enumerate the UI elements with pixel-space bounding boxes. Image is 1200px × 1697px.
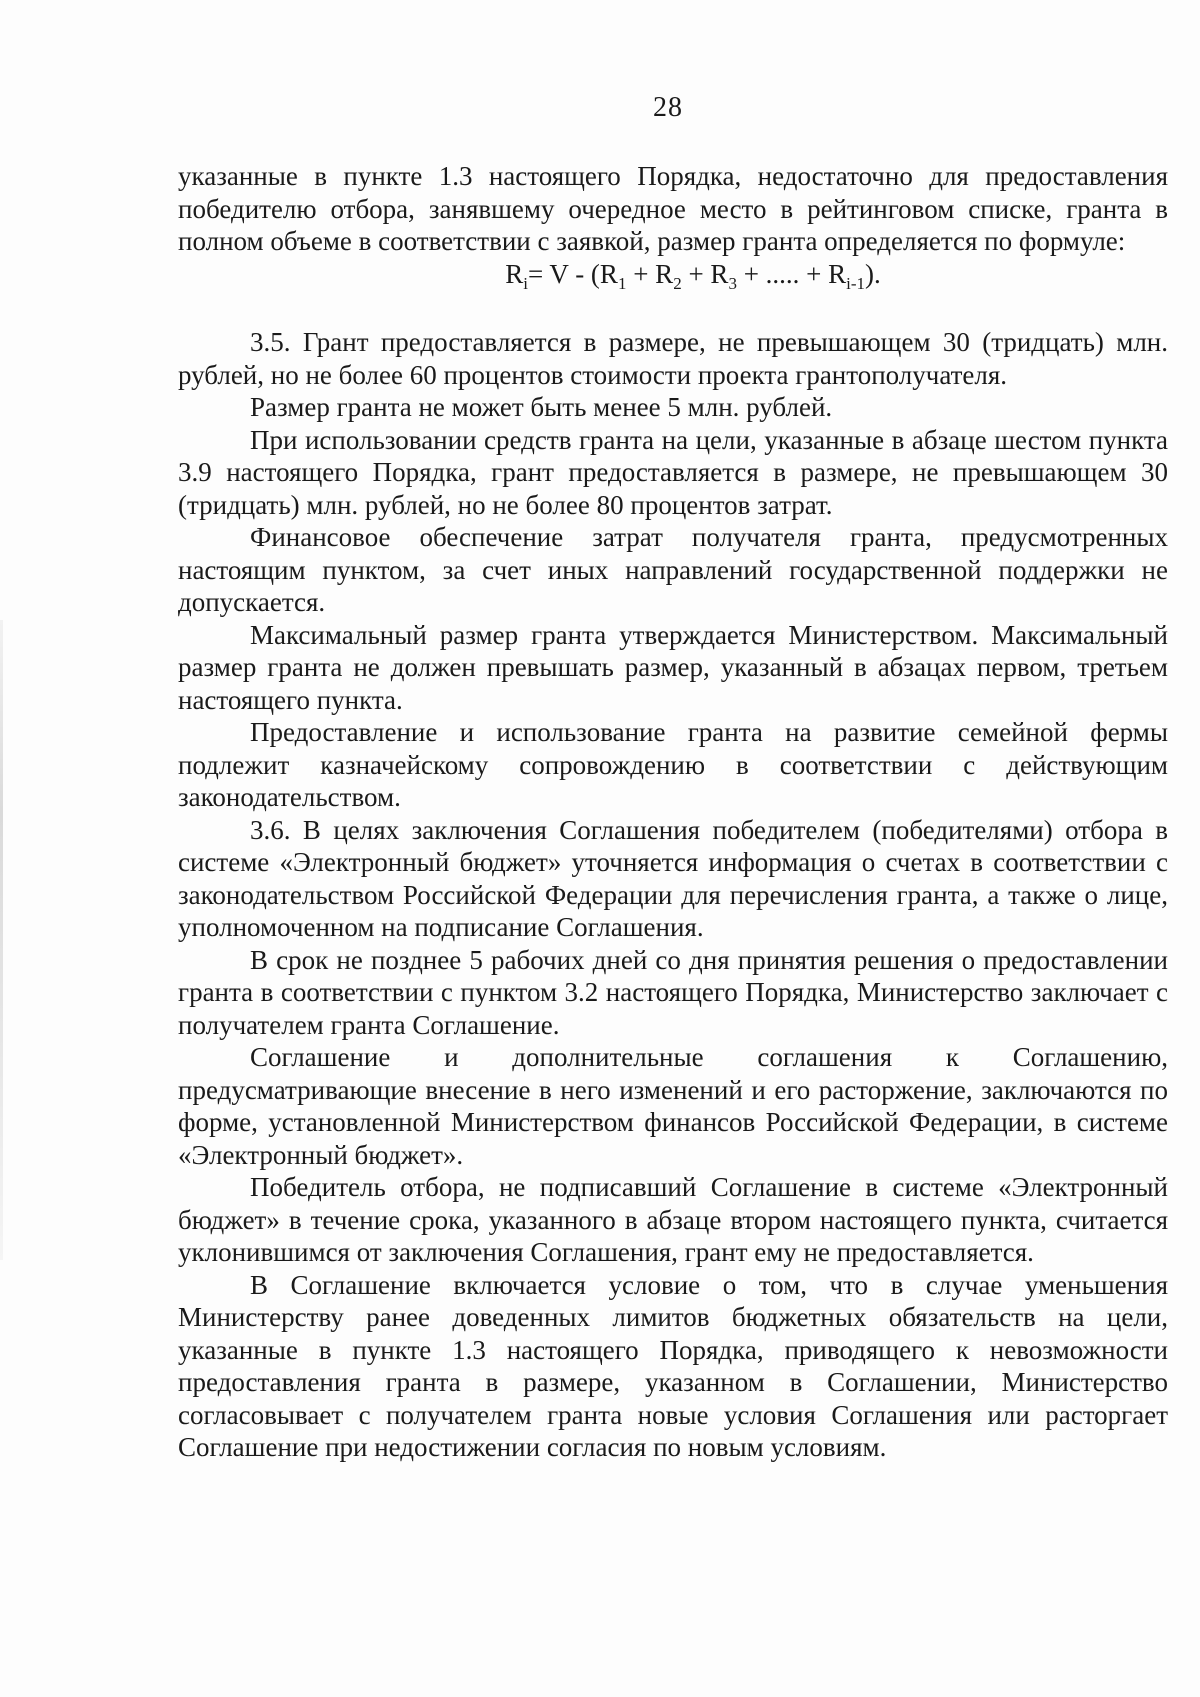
paragraph-formula-intro: указанные в пункте 1.3 настоящего Порядка, недостаточно для предоставления победителю отбора, занявшему очередное место в рейтинговом списке, гранта в полном объеме в соответствии с заявкой, размер гранта определяется по формуле: — [178, 161, 1168, 256]
paragraph-limits: В Соглашение включается условие о том, что в случае уменьшения Министерству ранее доведенных лимитов бюджетных обязательств на цели, указанные в пункте 1.3 настоящего Порядка, приводящего к невозможности предоставления гранта в размере, указанном в Соглашении, Министерство согласовывает с получателем гранта новые условия Соглашения или расторгает Соглашение при недостижении согласия по новым условиям. — [178, 1269, 1168, 1462]
paragraph-min-grant: Размер гранта не может быть менее 5 млн. рублей. — [250, 392, 833, 422]
paragraph-3-5: 3.5. Грант предоставляется в размере, не превышающем 30 (тридцать) млн. рублей, но не более 60 процентов стоимости проекта грантополучателя. — [178, 327, 1168, 390]
page-number: 28 — [653, 92, 683, 123]
formula: $R_i= V - (R_1 + R_2 + R_3$ + ..... + $R_{i-1}$). — [505, 258, 881, 293]
paragraph-max-grant: Максимальный размер гранта утверждается Министерством. Максимальный размер гранта не должен превышать размер, указанный в абзацах первом, третьем настоящего пункта. — [178, 619, 1168, 715]
paragraph-deadline: В срок не позднее 5 рабочих дней со дня принятия решения о предоставлении гранта в соответствии с пунктом 3.2 настоящего Порядка, Министерство заключает с получателем гранта Соглашение. — [178, 944, 1168, 1040]
paragraph-agreements: Соглашение и дополнительные соглашения к Соглашению, предусматривающие внесение в него изменений и его расторжение, заключаются по форме, установленной Министерством финансов Российской Федерации, в системе «Электронный бюджет». — [178, 1042, 1168, 1170]
paragraph-3-6: 3.6. В целях заключения Соглашения победителем (победителями) отбора в системе «Электронный бюджет» уточняется информация о счетах в соответствии с законодательством Российской Федерации для перечисления гранта, а также о лице, уполномоченном на подписание Соглашения. — [178, 814, 1168, 942]
scan-edge-shadow — [0, 620, 3, 1260]
spacer — [178, 290, 1168, 326]
paragraph-grant-use: При использовании средств гранта на цели, указанные в абзаце шестом пункта 3.9 настоящего Порядка, грант предоставляется в размере, не превышающем 30 (тридцать) млн. рублей, но не более 80 процентов затрат. — [178, 424, 1168, 520]
paragraph-financing: Финансовое обеспечение затрат получателя гранта, предусмотренных настоящим пунктом, за счет иных направлений государственной поддержки не допускается. — [178, 522, 1168, 617]
paragraph-treasury: Предоставление и использование гранта на развитие семейной фермы подлежит казначейскому сопровождению в соответствии с действующим законодательством. — [178, 717, 1168, 812]
document-body — [178, 160, 1168, 1464]
paragraph-winner: Победитель отбора, не подписавший Соглашение в системе «Электронный бюджет» в течение срока, указанного в абзаце втором настоящего пункта, считается уклонившимся от заключения Соглашения, грант ему не предоставляется. — [178, 1172, 1168, 1267]
